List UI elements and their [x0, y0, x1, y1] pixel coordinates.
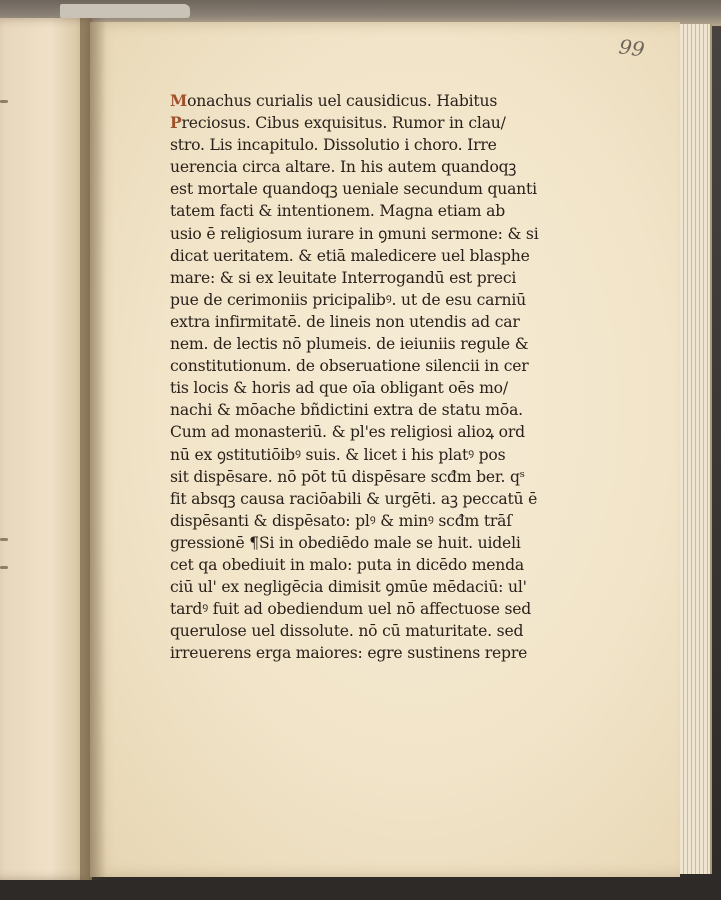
text-line	[170, 289, 550, 311]
gutter-shadow	[80, 18, 106, 880]
line-text: gressionē ¶Si in obediēdo male se huit. uideli	[170, 533, 521, 552]
text-line	[170, 466, 550, 488]
text-line	[170, 355, 550, 377]
line-text: nem. de lectis nō plumeis. de ieiuniis regule &	[170, 335, 529, 354]
line-text: onachus curialis uel causidicus. Habitus	[187, 92, 498, 110]
line-text: est mortale quandoqꝫ ueniale secundum quanti	[170, 180, 537, 199]
ink-bleed-mark	[0, 538, 8, 541]
line-text: tis locis & horis ad que oīa obligant oēs mo/	[170, 379, 508, 398]
line-text: dispēsanti & dispēsato: plꝰ & minꝰ scđm trāſ	[170, 511, 512, 530]
text-line	[170, 510, 550, 532]
text-line	[170, 90, 550, 112]
line-text: Cum ad monasteriū. & pl'es religiosi alioꝝ ord	[170, 423, 525, 442]
text-line	[170, 598, 550, 620]
ink-bleed-mark	[0, 100, 8, 103]
text-line	[170, 223, 550, 245]
rubricated-initial: P	[170, 113, 182, 133]
line-text: dicat ueritatem. & etiā maledicere uel blasphe	[170, 246, 530, 265]
text-line	[170, 377, 550, 399]
line-text: ciū ul' ex negligēcia dimisit ꝯmūe mēdaciū: ul'	[170, 578, 527, 597]
line-text: uerencia circa altare. In his autem quandoqꝫ	[170, 158, 517, 177]
line-text: irreuerens erga maiores: egre sustinens repre	[170, 644, 528, 663]
text-line	[170, 554, 550, 576]
rubricated-initial: M	[170, 91, 188, 110]
text-line	[170, 134, 550, 156]
text-line	[170, 642, 550, 664]
line-text: sit dispēsare. nō pōt tū dispēsare scđm ber. qˢ	[170, 467, 525, 486]
line-text: cet qa obediuit in malo: puta in dicēdo menda	[170, 555, 525, 574]
line-text: mare: & si ex leuitate Interrogandū est preci	[170, 268, 517, 287]
line-text: tardꝰ fuit ad obediendum uel nō affectuose sed	[170, 600, 532, 619]
text-line	[170, 156, 550, 178]
text-block	[170, 90, 550, 664]
text-line	[170, 178, 550, 200]
line-text: tatem facti & intentionem. Magna etiam ab	[170, 202, 505, 221]
line-text: stro. Lis incapitulo. Dissolutio i choro. Irre	[170, 136, 497, 155]
binding-tear	[60, 4, 190, 18]
line-text: nū ex ꝯstitutiōibꝰ suis. & licet i his platꝰ pos	[170, 445, 506, 464]
text-line	[170, 488, 550, 510]
text-line	[170, 200, 550, 222]
line-text: usio ē religiosum iurare in ꝯmuni sermone: & si	[170, 224, 539, 243]
folio-number: 99	[617, 34, 646, 62]
text-line	[170, 576, 550, 598]
text-line	[170, 267, 550, 289]
text-line	[170, 444, 550, 466]
text-line	[170, 421, 550, 443]
line-text: pue de cerimoniis pricipalibꝰ. ut de esu carniū	[170, 290, 527, 309]
line-text: constitutionum. de obseruatione silencii in cer	[170, 357, 529, 376]
text-line	[170, 620, 550, 642]
text-line	[170, 245, 550, 267]
text-line	[170, 532, 550, 554]
text-line	[170, 112, 550, 134]
line-text: extra infirmitatē. de lineis non utendis ad car	[170, 312, 520, 331]
text-line	[170, 399, 550, 421]
ink-bleed-mark	[0, 566, 8, 569]
line-text: nachi & mōache bñdictini extra de statu mōa.	[170, 401, 523, 420]
line-text: reciosus. Cibus exquisitus. Rumor in clau/	[181, 114, 506, 133]
text-line	[170, 311, 550, 333]
left-page	[0, 18, 92, 880]
line-text: fit absqꝫ causa raciōabili & urgēti. aꝫ peccatū ē	[170, 489, 538, 508]
line-text: querulose uel dissolute. nō cū maturitate. sed	[170, 622, 524, 641]
text-line	[170, 333, 550, 355]
